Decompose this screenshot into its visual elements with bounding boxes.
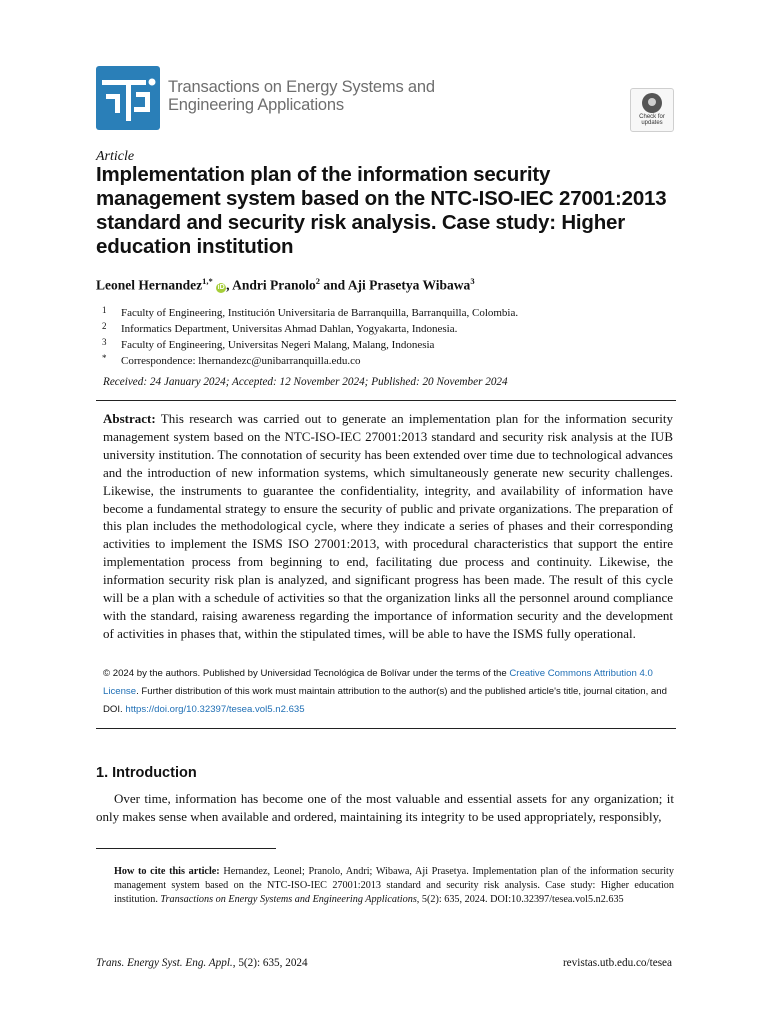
citation-text: Hernandez, Leonel; Pranolo, Andri; Wibawa, Aji Prasetya. Implementation plan of the information security management system based on the NTC-ISO-IEC 27001:2013 standard and security risk analysis. Case study: Higher education institution.	[114, 866, 674, 905]
doi-link[interactable]: https://doi.org/10.32397/tesea.vol5.n2.635	[125, 703, 305, 715]
citation-tail: , 5(2): 635, 2024. DOI:10.32397/tesea.vol5.n2.635	[416, 894, 624, 905]
affiliation	[102, 305, 518, 319]
citation-footnote	[114, 865, 674, 907]
author-name: Andri Pranolo	[232, 277, 316, 293]
affiliation-mark: 3	[102, 337, 107, 347]
footer-issue: , 5(2): 635, 2024	[232, 957, 308, 969]
license-text: . Further distribution of this work must maintain attribution to the author(s) and the published article's title, journal citation, and DOI.	[103, 685, 667, 715]
divider	[96, 728, 676, 729]
affiliation	[102, 337, 434, 351]
author-list	[96, 276, 475, 294]
author-name: Leonel Hernandez	[96, 277, 203, 293]
affiliation-text: Informatics Department, Universitas Ahmad Dahlan, Yogyakarta, Indonesia.	[121, 323, 458, 335]
publication-dates: Received: 24 January 2024; Accepted: 12 November 2024; Published: 20 November 2024	[103, 376, 508, 388]
affiliation-mark: 2	[102, 321, 107, 331]
footer-url[interactable]: revistas.utb.edu.co/tesea	[562, 957, 672, 969]
abstract-text: This research was carried out to generate an implementation plan for the information security management system based on the NTC-ISO-IEC 27001:2013 standard and security risk analysis at the IUB university institution. The connotation of security has been extended over time due to technological advances and the introduction of new information systems, which simultaneously generate new security challenges. Likewise, the instruments to guarantee the confidentiality, integrity, and availability of information have become a fundamental strategy to ensure the security of public and private organizations. The preparation of this plan includes the methodological cycle, where they indicate a series of phases and their corresponding activities to implement the ISMS ISO 27001:2013, with procedural characteristics that support the entire implementation process from beginning to end, facilitating due process and continuity. Likewise, the information security risk plan is analyzed, and significant progress has been made. The result of this cycle will be a plan with a schedule of activities so that the organization links all the personnel around compliance with the standard, raising awareness regarding the importance of information security and the development of activities in phases that, within the stipulated times, will be able to have the ISMS fully operational.	[103, 411, 673, 641]
article-type-label: Article	[96, 149, 135, 164]
author-separator: ,	[226, 277, 233, 293]
affiliation-mark: 1	[102, 305, 107, 315]
divider	[96, 400, 676, 401]
check-updates-label: Check for updates	[639, 114, 665, 126]
check-updates-button[interactable]	[630, 88, 674, 132]
license-text: © 2024 by the authors. Published by Universidad Tecnológica de Bolívar under the terms of the	[103, 668, 510, 679]
affiliation-mark: *	[102, 353, 107, 363]
author-name: Aji Prasetya Wibawa	[347, 277, 471, 293]
journal-name-line1: Transactions on Energy Systems and	[168, 78, 435, 96]
license-link[interactable]: Creative Commons Attribution 4.0 License	[103, 668, 653, 697]
correspondence	[102, 353, 361, 367]
footer-journal-ref	[96, 957, 308, 969]
orcid-icon[interactable]: iD	[217, 283, 225, 291]
abstract-label: Abstract:	[103, 411, 156, 426]
license-notice	[103, 665, 673, 718]
journal-name	[168, 78, 435, 114]
citation-journal: Transactions on Energy Systems and Engineering Applications	[160, 894, 417, 905]
author-separator: and	[320, 277, 348, 293]
affiliation-text: Faculty of Engineering, Universitas Negeri Malang, Malang, Indonesia	[121, 339, 435, 351]
journal-logo-icon	[96, 66, 160, 130]
author-affiliation-mark: 1,*	[202, 276, 213, 286]
affiliation-text: Faculty of Engineering, Institución Universitaria de Barranquilla, Barranquilla, Colombia.	[121, 307, 519, 319]
citation-label: How to cite this article:	[114, 866, 220, 877]
author-affiliation-mark: 3	[470, 276, 475, 286]
paper-title: Implementation plan of the information security management system based on the NTC-ISO-IEC 27001:2013 standard and security risk analysis. Case study: Higher education institution	[96, 163, 667, 258]
check-updates-icon	[642, 93, 662, 113]
section-heading: 1. Introduction	[96, 765, 197, 781]
abstract	[103, 410, 673, 643]
author-affiliation-mark: 2	[315, 276, 321, 286]
footnote-divider	[96, 848, 276, 849]
affiliation	[102, 321, 457, 335]
correspondence-text[interactable]: Correspondence: lhernandezc@unibarranquilla.edu.co	[121, 355, 361, 367]
footer-journal-abbrev: Trans. Energy Syst. Eng. Appl.	[96, 957, 233, 969]
intro-paragraph: Over time, information has become one of the most valuable and essential assets for any organization; it only makes sense when available and ordered, maintaining its integrity to be used appropriately, responsibly,	[96, 791, 674, 824]
journal-name-line2: Engineering Applications	[168, 96, 344, 114]
